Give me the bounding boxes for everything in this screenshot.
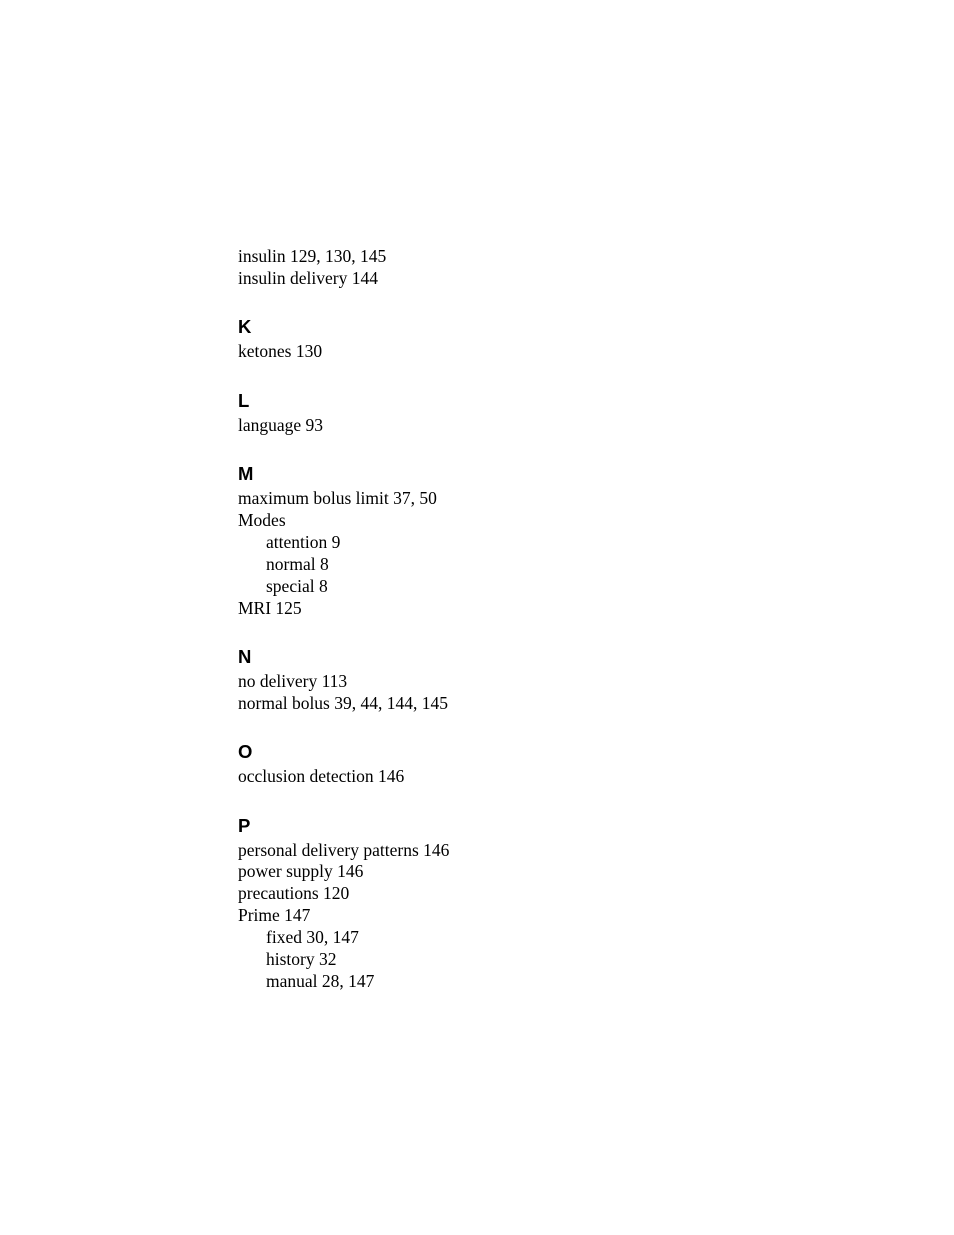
index-entry: insulin delivery 144 <box>238 267 378 288</box>
index-section <box>238 741 838 788</box>
index-subentry: history 32 <box>266 949 337 970</box>
index-entry: Prime 147 <box>238 905 311 926</box>
index-subentry: normal 8 <box>266 553 329 574</box>
index-entry: language 93 <box>238 414 324 435</box>
index-top-entries <box>238 246 838 290</box>
index-section <box>238 815 838 993</box>
section-letter-heading: N <box>238 645 252 667</box>
index-subentry: special 8 <box>266 575 328 596</box>
index-subentry: fixed 30, 147 <box>266 927 359 948</box>
index-entry: ketones 130 <box>238 341 323 362</box>
index-page <box>238 246 838 993</box>
index-entry: insulin 129, 130, 145 <box>238 246 387 266</box>
section-letter-heading: P <box>238 814 251 836</box>
index-entry: precautions 120 <box>238 883 350 904</box>
section-letter-heading: K <box>238 316 252 338</box>
index-entry: normal bolus 39, 44, 144, 145 <box>238 692 448 713</box>
index-entry: MRI 125 <box>238 597 302 618</box>
index-entry: power supply 146 <box>238 861 364 882</box>
index-section <box>238 390 838 437</box>
index-section <box>238 316 838 363</box>
index-subentry: manual 28, 147 <box>266 970 375 991</box>
index-subentry: attention 9 <box>266 531 341 552</box>
index-section <box>238 463 838 619</box>
section-letter-heading: M <box>238 463 254 485</box>
section-letter-heading: O <box>238 741 253 763</box>
index-entry: personal delivery patterns 146 <box>238 839 450 860</box>
index-entry: occlusion detection 146 <box>238 766 405 787</box>
section-letter-heading: L <box>238 389 250 411</box>
index-entry: no delivery 113 <box>238 670 348 691</box>
index-entry: maximum bolus limit 37, 50 <box>238 488 437 509</box>
index-entry: Modes <box>238 509 286 530</box>
index-section <box>238 646 838 715</box>
